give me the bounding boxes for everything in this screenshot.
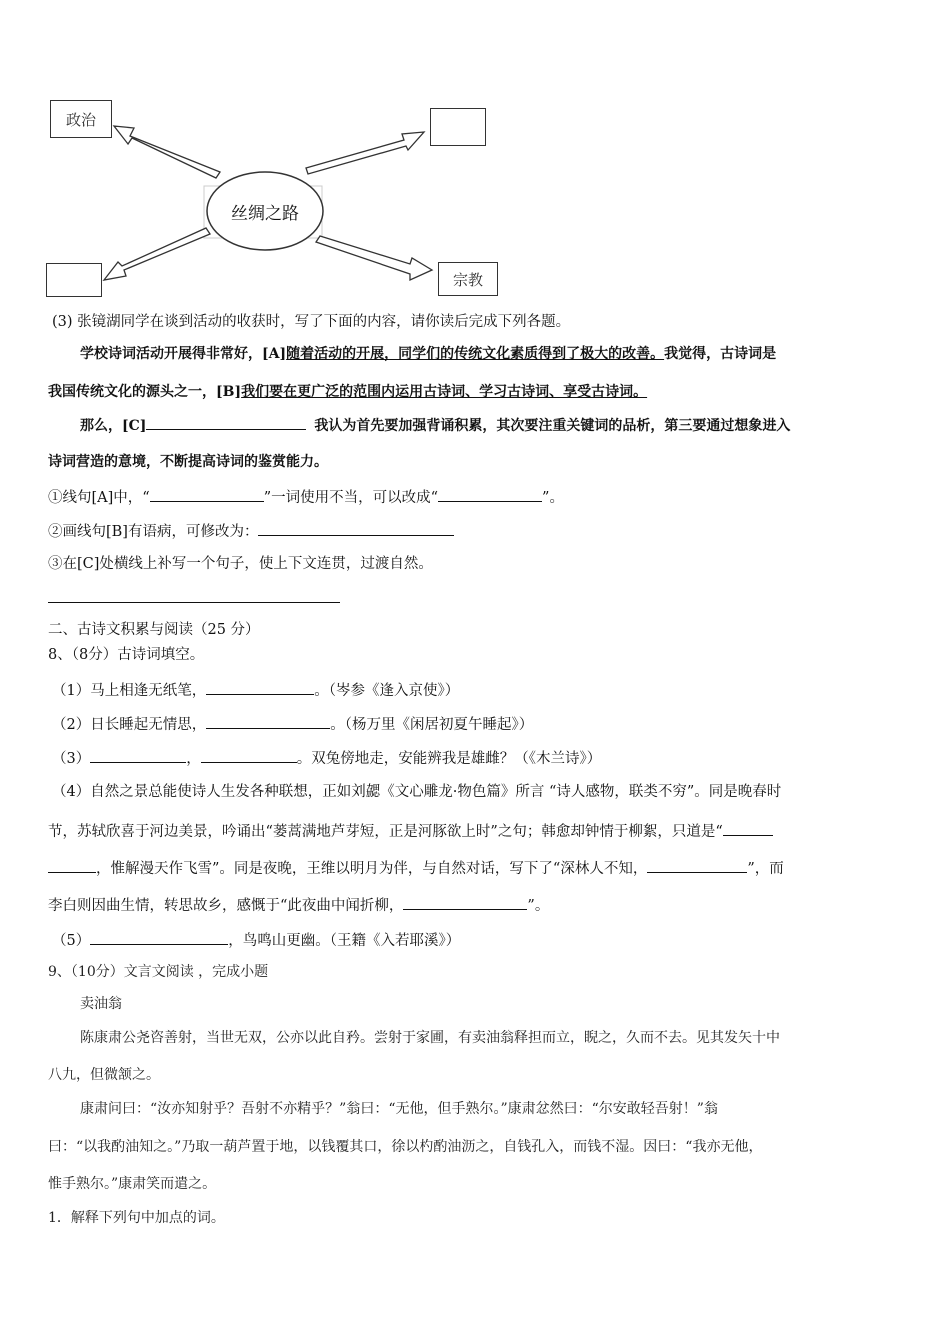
q8-blank-4c[interactable]: [403, 894, 527, 910]
passage-line3: 康肃问曰：“汝亦知射乎？吾射不亦精乎？”翁曰：“无他，但手熟尔。”康肃忿然曰：“尔安敢轻吾射！”翁: [80, 1101, 718, 1117]
q8-3-c: 。双兔傍地走，安能辨我是雄雌？（《木兰诗》）: [296, 751, 602, 767]
q8-blank-4a[interactable]: [723, 820, 773, 836]
q3-sentence-a: 随着活动的开展，同学们的传统文化素质得到了极大的改善。: [286, 346, 665, 362]
q3-sub1-c: ”。: [542, 490, 564, 506]
q8-5-b: ，鸟鸣山更幽。（王籍《入若耶溪》）: [228, 933, 461, 949]
q8-item1: [52, 679, 459, 701]
q8-4-l3a: ，惟解漫天作飞雪”。同是夜晚，王维以明月为伴，与自然对话，写下了“深林人不知，: [96, 861, 648, 877]
section2-title: 二、古诗文积累与阅读（25 分）: [48, 622, 260, 638]
q3-para-line4: 诗词营造的意境，不断提高诗词的鉴赏能力。: [48, 454, 328, 470]
q3-p1-b: 我觉得，古诗词是: [664, 346, 777, 362]
diagram-arrows: [0, 0, 950, 320]
passage-title: 卖油翁: [80, 996, 122, 1012]
q3-para-line1: [80, 344, 776, 364]
q8-5-a: （5）: [52, 933, 91, 949]
q8-2-b: 。（杨万里《闲居初夏午睡起》）: [330, 717, 534, 733]
q3-sub1: [48, 486, 564, 508]
diagram-label-religion: 宗教: [452, 270, 483, 289]
q3-para-line3: [80, 414, 790, 436]
q3-blank-1b[interactable]: [438, 486, 542, 502]
q8-item2: [52, 713, 533, 735]
q8-item4-line3: [48, 857, 784, 879]
q8-4-l4a: 李白则因曲生情，转思故乡，感慨于“此夜曲中闻折柳，: [48, 898, 404, 914]
arrow-bottom-left: [104, 228, 210, 280]
q8-blank-4a-cont[interactable]: [48, 857, 96, 873]
q3-blank-c[interactable]: [146, 414, 306, 430]
q8-blank-4b[interactable]: [647, 857, 747, 873]
q9-title: 9、（10分）文言文阅读 ，完成小题: [48, 964, 269, 980]
q8-item5: [52, 929, 460, 951]
passage-line4: 曰：“以我酌油知之。”乃取一葫芦置于地，以钱覆其口，徐以杓酌油沥之，自钱孔入，而钱不湿。因曰：“我亦无他，: [48, 1139, 763, 1155]
q8-3-b: ，: [186, 751, 201, 767]
q3-sub3: ③在[C]处横线上补写一个句子，使上下文连贯，过渡自然。: [48, 556, 433, 572]
q8-2-a: （2）日长睡起无情思，: [52, 717, 207, 733]
q3-answer-line[interactable]: [48, 602, 340, 603]
diagram-center-label: 丝绸之路: [231, 204, 299, 224]
q8-item4-line2: [48, 820, 773, 842]
q3-intro: (3) 张镜湖同学在谈到活动的收获时，写了下面的内容，请你读后完成下列各题。: [52, 314, 571, 330]
q3-sentence-b: 我们要在更广泛的范围内运用古诗词、学习古诗词、享受古诗词。: [241, 384, 648, 400]
q3-blank-1a[interactable]: [150, 486, 264, 502]
diagram-label-politics: 政治: [65, 110, 96, 129]
q8-blank-5[interactable]: [90, 929, 228, 945]
passage-line1: 陈康肃公尧咨善射，当世无双，公亦以此自矜。尝射于家圃，有卖油翁释担而立，睨之，久而不去。见其发矢十中: [80, 1030, 780, 1046]
q3-sub1-b: ”一词使用不当，可以改成“: [263, 490, 439, 506]
q9-sub1: 1．解释下列句中加点的词。: [48, 1210, 225, 1226]
q8-4-l3b: ”，而: [747, 861, 784, 877]
q8-3-a: （3）: [52, 751, 91, 767]
q3-blank-2[interactable]: [258, 520, 454, 536]
q8-4-l4b: ”。: [527, 898, 550, 914]
q8-4-l2a: 节，苏轼欣喜于河边美景，吟诵出“蒌蒿满地芦芽短，正是河豚欲上时”之句；韩愈却钟情于柳絮，只道是“: [48, 824, 723, 840]
q3-p2-a: 我国传统文化的源头之一，[B]: [48, 384, 242, 400]
q8-item3: [52, 747, 601, 769]
passage-line5: 惟手熟尔。”康肃笑而遣之。: [48, 1176, 217, 1192]
q3-para-line2: [48, 382, 647, 402]
arrow-top-left: [114, 126, 220, 178]
q8-item4-line1: （4）自然之景总能使诗人生发各种联想，正如刘勰《文心雕龙·物色篇》所言 “诗人感物，联类不穷”。同是晚春时: [52, 784, 782, 800]
arrow-top-right: [306, 132, 424, 174]
q8-blank-3a[interactable]: [90, 747, 186, 763]
q3-p3-a: 那么，[C]: [80, 418, 147, 434]
q8-blank-2[interactable]: [206, 713, 330, 729]
q3-sub2-text: ②画线句[B]有语病，可修改为：: [48, 524, 259, 540]
passage-line2: 八九，但微颔之。: [48, 1067, 160, 1083]
q3-sub2: [48, 520, 454, 542]
q8-title: 8、（8分）古诗词填空。: [48, 647, 205, 663]
q3-sub1-a: ①线句[A]中，“: [48, 490, 150, 506]
q3-p1-a: 学校诗词活动开展得非常好，[A]: [80, 346, 287, 362]
q8-1-a: （1）马上相逢无纸笔，: [52, 683, 207, 699]
q8-blank-3b[interactable]: [201, 747, 297, 763]
q8-item4-line4: [48, 894, 549, 916]
arrow-bottom-right: [316, 236, 432, 280]
q8-1-b: 。（岑参《逢入京使》）: [314, 683, 460, 699]
q3-p3-b: 我认为首先要加强背诵积累，其次要注重关键词的品析，第三要通过想象进入: [314, 418, 791, 434]
q8-blank-1[interactable]: [206, 679, 314, 695]
